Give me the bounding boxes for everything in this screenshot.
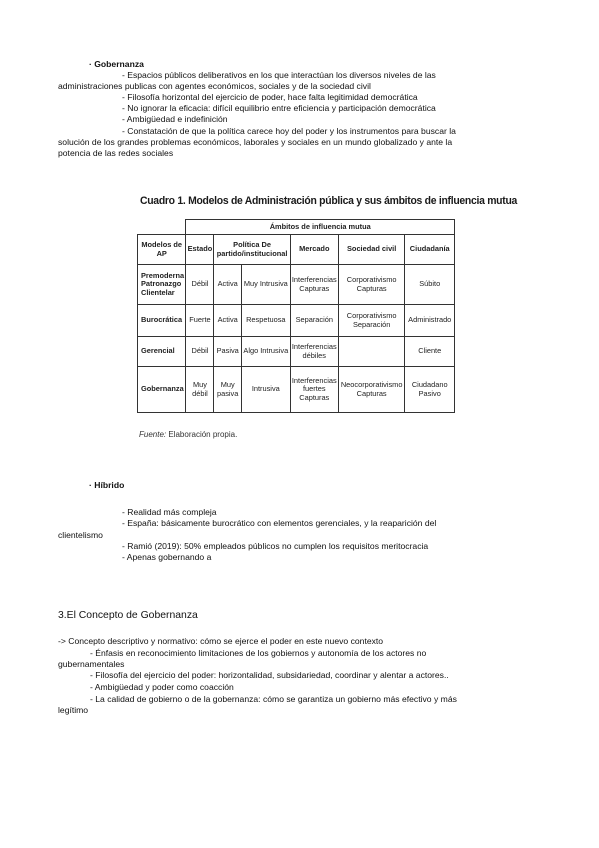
gobernanza-line-4: - No ignorar la eficacia: difícil equilibrio entre eficiencia y participación democrática (122, 103, 436, 113)
table-cell: Súbito (405, 265, 455, 305)
col-header-mercado: Mercado (290, 235, 338, 265)
table-cell: Respetuosa (241, 305, 290, 337)
gobernanza-line-7: solución de los grandes problemas económicos, laborales y sociales en un mundo globalizado y ante la (58, 137, 453, 147)
table-cell: Muy Intrusiva (241, 265, 290, 305)
table-cell: Algo Intrusiva (241, 337, 290, 367)
row-header-premoderna: Premoderna Patronazgo Clientelar (138, 265, 186, 305)
concepto-line-2: - Énfasis en reconocimiento limitaciones de los gobiernos y autonomía de los actores no (90, 648, 427, 658)
gobernanza-line-2: administraciones publicas con agentes económicos, sociales y de la sociedad civil (58, 81, 371, 91)
concepto-line-1: -> Concepto descriptivo y normativo: cómo se ejerce el poder en este nuevo contexto (58, 636, 384, 646)
row-header-gobernanza: Gobernanza (138, 367, 186, 413)
hibrido-bullet-title: · Híbrido (89, 480, 125, 490)
concepto-line-7: legítimo (58, 705, 89, 715)
table-row (138, 337, 455, 367)
table-cell: Muy débil (186, 367, 214, 413)
table-row (138, 305, 455, 337)
table-cell: Interferencias Capturas (290, 265, 338, 305)
table-cell: Muy pasiva (214, 367, 241, 413)
hibrido-line-1: - Realidad más compleja (122, 507, 217, 517)
table-cell: Administrado (405, 305, 455, 337)
col-header-sociedad: Sociedad civil (338, 235, 405, 265)
table-cell: Corporativismo Capturas (338, 265, 405, 305)
table-row (138, 367, 455, 413)
table-cell: Ciudadano Pasivo (405, 367, 455, 413)
gobernanza-line-3: - Filosofía horizontal del ejercicio de poder, hace falta legitimidad democrática (122, 92, 418, 102)
table-cell: Intrusiva (241, 367, 290, 413)
table-cell: Activa (214, 305, 241, 337)
table-cell: Débil (186, 337, 214, 367)
concepto-line-6: - La calidad de gobierno o de la gobernanza: cómo se garantiza un gobierno más efectivo y más (90, 694, 457, 704)
col-header-modelos: Modelos de AP (138, 235, 186, 265)
concepto-line-4: - Filosofía del ejercicio del poder: horizontalidad, subsidariedad, coordinar y alentar a actores.. (90, 670, 449, 680)
gobernanza-bullet-title: · Gobernanza (89, 59, 144, 69)
models-table (137, 219, 455, 413)
table-title: Cuadro 1. Modelos de Administración pública y sus ámbitos de influencia mutua (140, 195, 518, 207)
hibrido-line-3: clientelismo (58, 530, 103, 540)
hibrido-line-2: - España: básicamente burocrático con elementos gerenciales, y la reaparición del (122, 518, 437, 528)
table-cell: Activa (214, 265, 241, 305)
source-label: Fuente: (139, 430, 167, 439)
table-cell: Cliente (405, 337, 455, 367)
section-heading: 3.El Concepto de Gobernanza (58, 610, 198, 621)
gobernanza-line-1: - Espacios públicos deliberativos en los que interactúan los diversos niveles de las (122, 70, 436, 80)
gobernanza-line-6: - Constatación de que la política carece hoy del poder y los instrumentos para buscar la (122, 126, 456, 136)
group-header: Ámbitos de influencia mutua (186, 220, 455, 235)
table-cell: Corporativismo Separación (338, 305, 405, 337)
source-text: Elaboración propia. (166, 430, 238, 439)
table-cell: Neocorporativismo Capturas (338, 367, 405, 413)
gobernanza-line-8: potencia de las redes sociales (58, 148, 174, 158)
table-row (138, 265, 455, 305)
gobernanza-line-5: - Ambigüedad e indefinición (122, 114, 228, 124)
table-source-note (139, 430, 237, 441)
col-header-politica: Política De partido/institucional (214, 235, 290, 265)
table-cell (338, 337, 405, 367)
row-header-gerencial: Gerencial (138, 337, 186, 367)
table-cell: Pasiva (214, 337, 241, 367)
row-header-burocratica: Burocrática (138, 305, 186, 337)
table-cell: Interferencias débiles (290, 337, 338, 367)
hibrido-line-5: - Apenas gobernando a (122, 552, 212, 562)
table-cell: Interferencias fuertes Capturas (290, 367, 338, 413)
table-cell: Débil (186, 265, 214, 305)
hibrido-line-4: - Ramió (2019): 50% empleados públicos no cumplen los requisitos meritocracia (122, 541, 429, 551)
table-cell: Separación (290, 305, 338, 337)
col-header-ciudadania: Ciudadanía (405, 235, 455, 265)
concepto-line-5: - Ambigüedad y poder como coacción (90, 682, 234, 692)
concepto-line-3: gubernamentales (58, 659, 125, 669)
col-header-estado: Estado (186, 235, 214, 265)
table-cell: Fuerte (186, 305, 214, 337)
